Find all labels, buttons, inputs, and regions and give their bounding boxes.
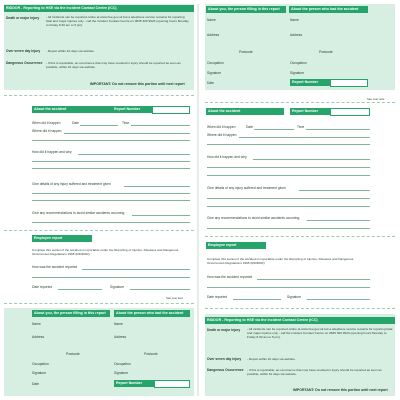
person-block-top xyxy=(205,4,395,90)
how-field-line-3[interactable] xyxy=(32,168,190,169)
how-reported-field-right[interactable] xyxy=(257,279,370,280)
injured-report-number-label: Report Number xyxy=(114,380,154,387)
how-reported-label-right: How was the accident reported xyxy=(207,275,253,279)
riddor-seven-day-label: Over seven day injury xyxy=(6,49,41,53)
right-page xyxy=(205,4,395,396)
injury-field[interactable] xyxy=(124,186,190,187)
accident-report-number-label-right: Report Number xyxy=(290,108,330,115)
injury-field-right-line-3[interactable] xyxy=(207,206,370,207)
injured-postcode-label-top: Postcode xyxy=(319,50,333,54)
riddor-dangerous-text: - If this is reportable, an occurrence that may have resulted in injury should be reported as soon as possible, within 10 days via website. xyxy=(46,61,181,69)
you-signature-label: Signature xyxy=(32,371,47,375)
you-header: About you, the person filling in this report xyxy=(32,310,110,317)
how-field[interactable] xyxy=(78,154,190,155)
prevention-field-right-line-2[interactable] xyxy=(207,228,370,229)
riddor-death-text: - All incidents can be reported online at www.hse.gov.uk but a telephone service remains for reporting fatal and major injuries only - call the Incident Contact Centre on 0845 300 9923 (opening hours Monday to Friday 8.30 am to 5 pm). xyxy=(46,15,189,27)
you-postcode-label: Postcode xyxy=(66,352,80,356)
time-field[interactable] xyxy=(131,125,190,126)
you-address-label: Address xyxy=(32,335,45,339)
where-field-line-2[interactable] xyxy=(32,140,190,141)
riddor-dangerous-label: Dangerous Occurrence xyxy=(6,61,43,65)
you-date-label-top: Date xyxy=(207,81,214,85)
where-field-right[interactable] xyxy=(239,137,370,138)
injured-occupation-label-top: Occupation xyxy=(290,61,307,65)
how-reported-field[interactable] xyxy=(82,269,190,270)
riddor-header: RIDDOR - Reporting to HSE via the Incident Contact Centre (ICC) xyxy=(4,5,194,12)
prevention-field[interactable] xyxy=(132,215,190,216)
prevention-label: Give any recommendations to avoid similar accidents occurring xyxy=(32,211,125,215)
injury-field-right-line-2[interactable] xyxy=(207,198,370,199)
injured-name-label: Name xyxy=(114,322,123,326)
how-reported-label: How was the accident reported xyxy=(32,265,78,269)
accident-report-number-field-right[interactable] xyxy=(330,108,370,116)
employee-header-right: Employee report xyxy=(206,242,266,249)
you-header-top: About you, the person filling in this report xyxy=(206,6,286,13)
riddor-death-label: Death or major injury xyxy=(6,16,40,20)
injury-field-line-3[interactable] xyxy=(32,200,190,201)
you-occupation-label-top: Occupation xyxy=(207,61,224,65)
riddor-notice: IMPORTANT: Do not remove this portion until next report xyxy=(90,82,185,86)
employee-signature-label: Signature xyxy=(110,285,125,289)
tear-line-right xyxy=(205,102,395,103)
person-report-number-field[interactable] xyxy=(154,380,190,388)
date-reported-label: Date reported xyxy=(32,285,53,289)
employee-header: Employee report xyxy=(32,235,92,242)
you-name-label: Name xyxy=(32,322,41,326)
riddor-header-bottom: RIDDOR - Reporting to HSE via the Incident Contact Centre (ICC) xyxy=(205,317,395,324)
prevention-field-right[interactable] xyxy=(307,220,370,221)
injury-field-right[interactable] xyxy=(299,190,370,191)
where-label-right: Where did it happen xyxy=(207,133,237,137)
date-reported-label-right: Date reported xyxy=(207,295,228,299)
prevention-label-right: Give any recommendations to avoid similar accidents occurring xyxy=(207,216,300,220)
injury-field-line-2[interactable] xyxy=(32,193,190,194)
employee-signature-label-right: Signature xyxy=(287,295,302,299)
riddor-dangerous-text-bottom: - If this is reportable, an occurrence that may have resulted in injury should be reported as soon as possible, within 10 days via website. xyxy=(247,368,382,376)
employee-statement-right: Complete this section if the accident is reportable under the Reporting of Injuries, Diseases and Dangerous Occurrences Regulations 1995 (RIDDOR) xyxy=(207,257,354,265)
date-label-right: Date xyxy=(246,125,253,129)
time-field-right[interactable] xyxy=(306,129,370,130)
how-field-right-line-3[interactable] xyxy=(207,175,370,176)
how-reported-field-right-line-2[interactable] xyxy=(207,287,370,288)
employee-statement: Complete this section if the accident is reportable under the Reporting of Injuries, Diseases and Dangerous Occurrences Regulations 1995 (RIDDOR) xyxy=(32,248,179,256)
time-label-right: Time xyxy=(297,125,305,129)
injured-report-number-label-top: Report Number xyxy=(290,79,330,86)
see-notes-link[interactable]: See over note xyxy=(367,97,385,101)
tear-line xyxy=(4,95,194,96)
employee-signature-field[interactable] xyxy=(130,289,190,290)
when-label-right: When did it happen xyxy=(207,125,236,129)
time-label: Time xyxy=(122,121,130,125)
see-overleaf-link[interactable]: See over leaf xyxy=(166,296,183,300)
left-page xyxy=(4,4,194,396)
you-postcode-label-top: Postcode xyxy=(239,50,253,54)
date-field-right[interactable] xyxy=(254,129,294,130)
injured-address-label-top: Address xyxy=(290,33,303,37)
how-label: How did it happen and why xyxy=(32,150,72,154)
accident-header-right: About the accident xyxy=(206,108,284,115)
riddor-seven-day-label-bottom: Over seven day injury xyxy=(207,357,242,361)
where-label: Where did it happen xyxy=(32,129,62,133)
accident-report-number-field[interactable] xyxy=(152,106,190,114)
date-reported-field-right[interactable] xyxy=(233,299,281,300)
you-address-label-top: Address xyxy=(207,33,220,37)
injured-header-top: About the person who had the accident xyxy=(289,6,368,13)
injured-signature-label: Signature xyxy=(114,371,129,375)
injured-header: About the person who had the accident xyxy=(114,310,190,317)
injury-label: Give details of any injury suffered and treatment given xyxy=(32,182,111,186)
you-name-label-top: Name xyxy=(207,18,216,22)
person-report-number-field-top[interactable] xyxy=(330,79,368,87)
employee-signature-field-right[interactable] xyxy=(307,299,370,300)
how-label-right: How did it happen and why xyxy=(207,155,247,159)
you-date-label: Date xyxy=(32,382,39,386)
date-label: Date xyxy=(72,121,79,125)
injured-address-label: Address xyxy=(114,335,127,339)
riddor-seven-day-text: - Report within 10 days via website. xyxy=(46,49,95,53)
date-reported-field[interactable] xyxy=(58,289,102,290)
date-field[interactable] xyxy=(80,125,118,126)
page-gutter xyxy=(197,4,199,396)
injured-postcode-label: Postcode xyxy=(144,352,158,356)
how-field-right-line-2[interactable] xyxy=(207,167,370,168)
riddor-seven-day-text-bottom: - Report within 10 days via website. xyxy=(247,357,296,361)
how-field-line-2[interactable] xyxy=(32,161,190,162)
accident-header: About the accident xyxy=(32,106,112,113)
riddor-notice-bottom: IMPORTANT: Do not remove this portion until next report xyxy=(293,388,388,392)
injured-signature-label-top: Signature xyxy=(290,71,305,75)
prevention-field-line-2[interactable] xyxy=(32,222,190,223)
how-field-right[interactable] xyxy=(253,159,370,160)
accident-report-number-label: Report Number xyxy=(112,106,152,113)
how-reported-field-line-2[interactable] xyxy=(32,277,190,278)
section-divider-right xyxy=(205,236,395,237)
riddor-dangerous-label-bottom: Dangerous Occurrence xyxy=(207,368,244,372)
riddor-death-label-bottom: Death or major injury xyxy=(207,328,241,332)
injured-name-label-top: Name xyxy=(290,18,299,22)
you-signature-label-top: Signature xyxy=(207,71,222,75)
where-field[interactable] xyxy=(64,133,190,134)
where-field-right-line-2[interactable] xyxy=(207,144,370,145)
you-occupation-label: Occupation xyxy=(32,362,49,366)
section-divider xyxy=(4,230,194,231)
when-label: When did it happen xyxy=(32,121,61,125)
tear-line-right-bottom xyxy=(205,308,395,309)
riddor-death-text-bottom: - All incidents can be reported online at www.hse.gov.uk but a telephone service remains for reporting fatal and major injuries only - call the Incident Contact Centre on 0845 300 9923 (opening hours Monday to Friday 8.30 am to 5 pm). xyxy=(247,327,393,339)
injured-occupation-label: Occupation xyxy=(114,362,131,366)
tear-line-bottom xyxy=(4,303,194,304)
injury-label-right: Give details of any injury suffered and treatment given xyxy=(207,186,286,190)
